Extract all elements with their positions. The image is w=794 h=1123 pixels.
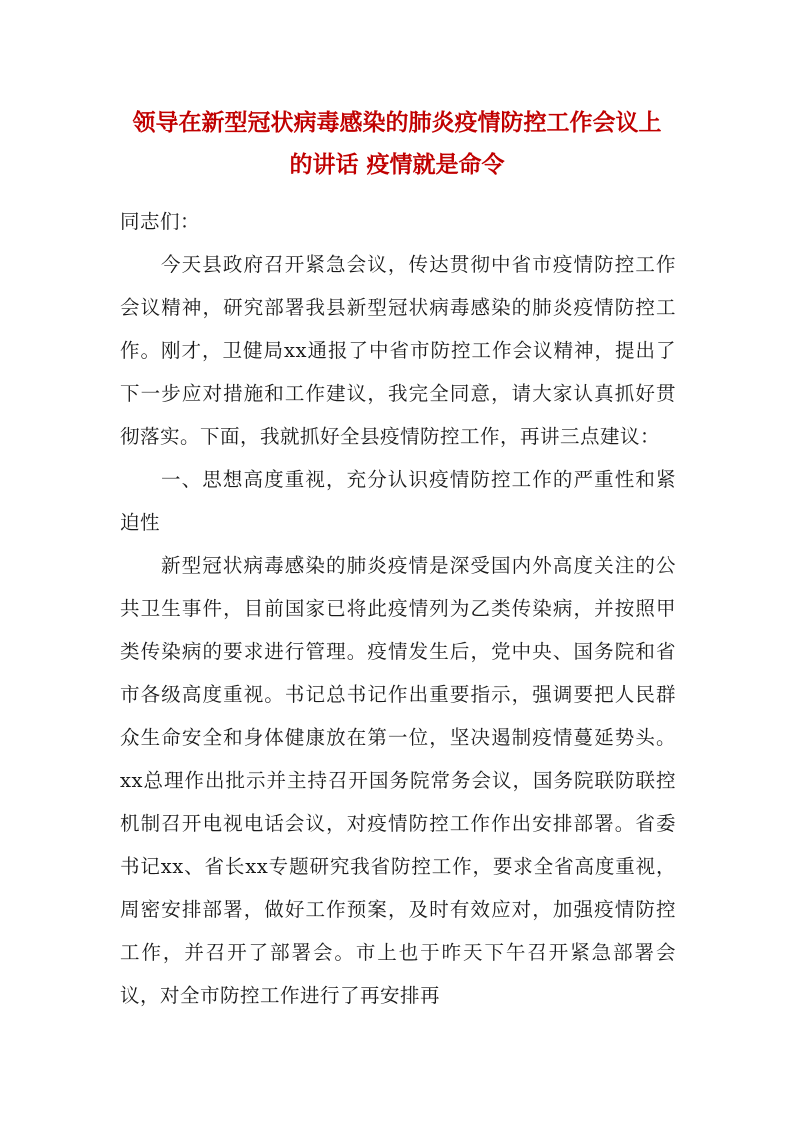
document-title [118,102,676,186]
title-line-1: 领导在新型冠状病毒感染的肺炎疫情防控工作会议上 [132,110,662,136]
salutation: 同志们： [120,210,201,233]
paragraph-intro: 今天县政府召开紧急会议，传达贯彻中省市疫情防控工作会议精神，研究部署我县新型冠状病毒感染的肺炎疫情防控工作。刚才，卫健局xx通报了中省市防控工作会议精神，提出了下一步应对措施和工作建议，我完全同意，请大家认真抓好贯彻落实。下面，我就抓好全县疫情防控工作，再讲三点建议： [120,253,676,448]
paragraph-section-1: 新型冠状病毒感染的肺炎疫情是深受国内外高度关注的公共卫生事件，目前国家已将此疫情列为乙类传染病，并按照甲类传染病的要求进行管理。疫情发生后，党中央、国务院和省市各级高度重视。书记总书记作出重要指示，强调要把人民群众生命安全和身体健康放在第一位，坚决遏制疫情蔓延势头。xx总理作出批示并主持召开国务院常务会议，国务院联防联控机制召开电视电话会议，对疫情防控工作作出安排部署。省委书记xx、省长xx专题研究我省防控工作，要求全省高度重视，周密安排部署，做好工作预案，及时有效应对，加强疫情防控工作，并召开了部署会。市上也于昨天下午召开紧急部署会议，对全市防控工作进行了再安排再 [120,554,676,1007]
document-body [120,200,676,1017]
title-line-2: 的讲话 疫情就是命令 [289,152,505,178]
section-heading-1: 一、思想高度重视，充分认识疫情防控工作的严重性和紧迫性 [120,468,676,534]
